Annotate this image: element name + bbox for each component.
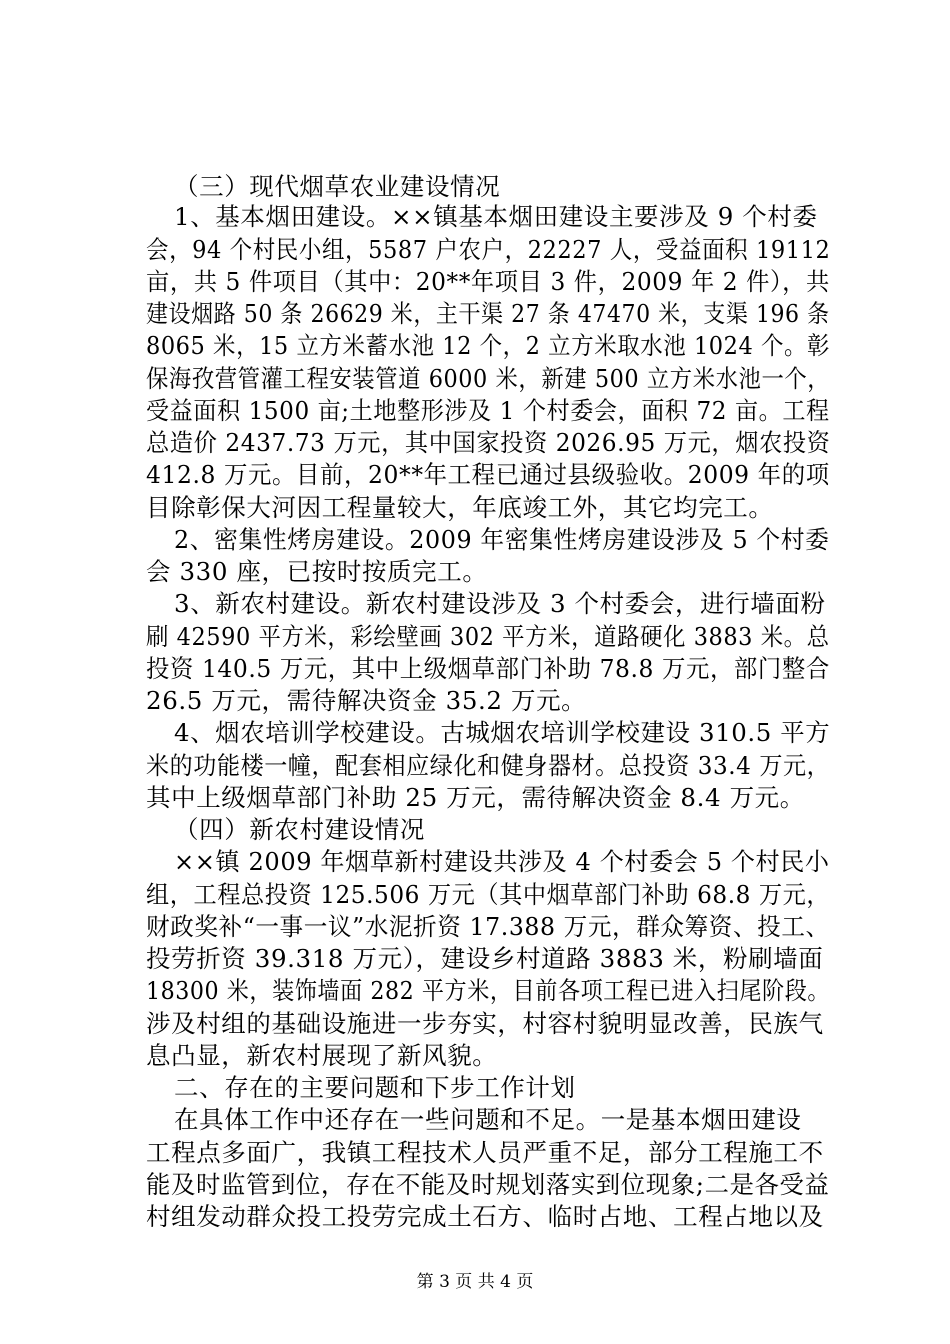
paragraph-line: 在具体工作中还存在一些问题和不足。一是基本烟田建设 bbox=[174, 1105, 802, 1134]
paragraph-line: 3、新农村建设。新农村建设涉及 3 个村委会，进行墙面粉 bbox=[174, 589, 826, 618]
section-heading-3: （三）现代烟草农业建设情况 bbox=[174, 172, 501, 201]
paragraph-line: 18300 米，装饰墙面 282 平方米，目前各项工程已进入扫尾阶段。 bbox=[146, 976, 831, 1005]
section-heading-4: （四）新农村建设情况 bbox=[174, 815, 425, 844]
paragraph-line: 组，工程总投资 125.506 万元（其中烟草部门补助 68.8 万元， bbox=[146, 880, 831, 909]
paragraph-line: 保海孜营管灌工程安装管道 6000 米，新建 500 立方米水池一个， bbox=[146, 364, 831, 393]
paragraph-line: 亩，共 5 件项目（其中：20**年项目 3 件，2009 年 2 件），共 bbox=[146, 267, 830, 296]
paragraph-line: 涉及村组的基础设施进一步夯实，村容村貌明显改善，民族气 bbox=[146, 1009, 824, 1038]
paragraph-line: 投劳折资 39.318 万元），建设乡村道路 3883 米，粉刷墙面 bbox=[146, 944, 824, 973]
paragraph-line: 其中上级烟草部门补助 25 万元，需待解决资金 8.4 万元。 bbox=[146, 783, 805, 812]
page-footer bbox=[0, 1272, 950, 1292]
paragraph-line: 总造价 2437.73 万元，其中国家投资 2026.95 万元，烟农投资 bbox=[146, 428, 831, 457]
paragraph-line: 刷 42590 平方米，彩绘壁画 302 平方米，道路硬化 3883 米。总 bbox=[146, 622, 830, 651]
paragraph-line: 目除彰保大河因工程量较大，年底竣工外，其它均完工。 bbox=[146, 493, 774, 522]
paragraph-line: 投资 140.5 万元，其中上级烟草部门补助 78.8 万元，部门整合 bbox=[146, 654, 830, 683]
paragraph-line: 4、烟农培训学校建设。古城烟农培训学校建设 310.5 平方 bbox=[174, 718, 831, 747]
paragraph-line: 26.5 万元，需待解决资金 35.2 万元。 bbox=[146, 686, 587, 715]
paragraph-line: 米的功能楼一幢，配套相应绿化和健身器材。总投资 33.4 万元， bbox=[146, 751, 831, 780]
paragraph-line: 能及时监管到位，存在不能及时规划落实到位现象;二是各受益 bbox=[146, 1170, 830, 1199]
paragraph-line: 受益面积 1500 亩;土地整形涉及 1 个村委会，面积 72 亩。工程 bbox=[146, 396, 830, 425]
paragraph-line: 2、密集性烤房建设。2009 年密集性烤房建设涉及 5 个村委 bbox=[174, 525, 830, 554]
paragraph-line: 财政奖补“一事一议”水泥折资 17.388 万元，群众筹资、投工、 bbox=[146, 912, 830, 941]
paragraph-line: 息凸显，新农村展现了新风貌。 bbox=[146, 1041, 498, 1070]
paragraph-line: 会，94 个村民小组，5587 户农户，22227 人，受益面积 19112 bbox=[146, 235, 831, 264]
page-number: 第 3 页 共 4 页 bbox=[416, 1272, 534, 1292]
paragraph-line: ××镇 2009 年烟草新村建设共涉及 4 个村委会 5 个村民小 bbox=[174, 847, 830, 876]
paragraph-line: 1、基本烟田建设。××镇基本烟田建设主要涉及 9 个村委 bbox=[174, 202, 818, 231]
paragraph-line: 412.8 万元。目前，20**年工程已通过县级验收。2009 年的项 bbox=[146, 460, 830, 489]
paragraph-line: 建设烟路 50 条 26629 米，主干渠 27 条 47470 米，支渠 196 条 bbox=[146, 299, 830, 328]
section-heading-2: 二、存在的主要问题和下步工作计划 bbox=[174, 1073, 576, 1102]
paragraph-line: 村组发动群众投工投劳完成土石方、临时占地、工程占地以及 bbox=[146, 1202, 824, 1231]
paragraph-line: 会 330 座，已按时按质完工。 bbox=[146, 557, 488, 586]
paragraph-line: 8065 米，15 立方米蓄水池 12 个，2 立方米取水池 1024 个。彰 bbox=[146, 331, 831, 360]
paragraph-line: 工程点多面广，我镇工程技术人员严重不足，部分工程施工不 bbox=[146, 1138, 824, 1167]
